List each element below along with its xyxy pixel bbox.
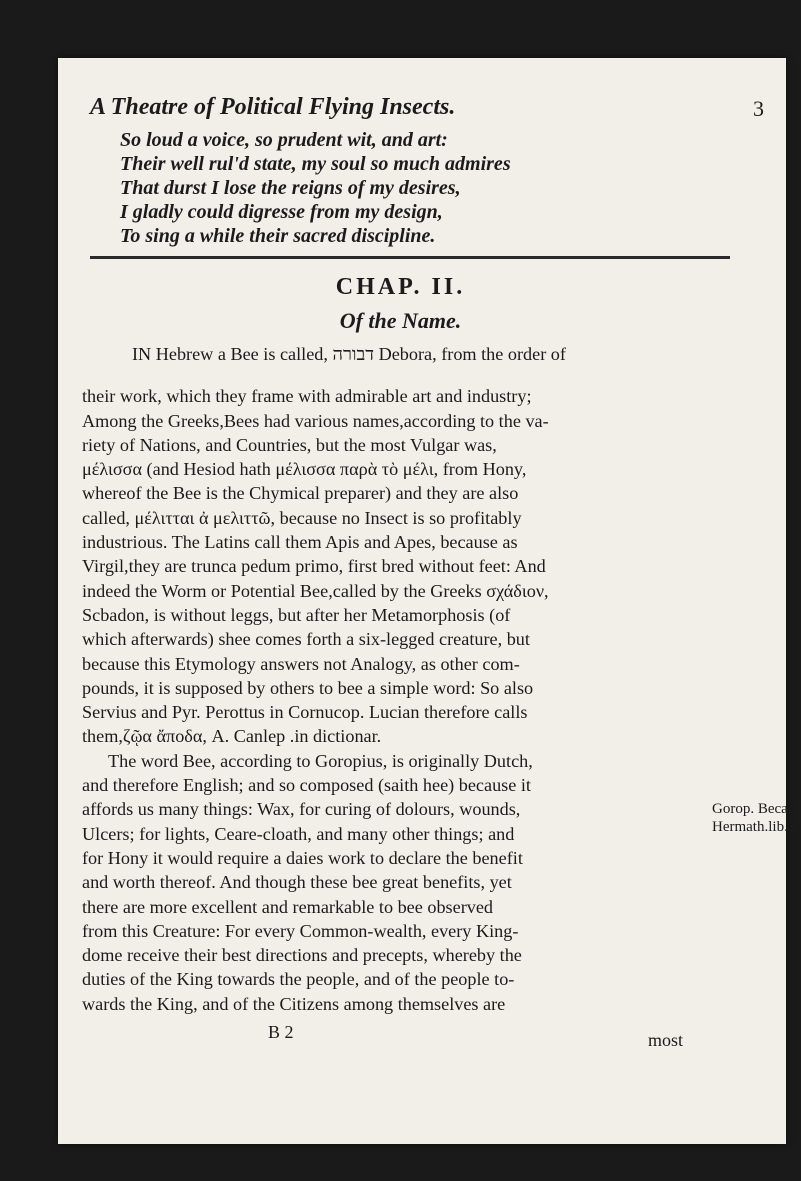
body-line: duties of the King towards the people, and of the people to- [82, 969, 515, 990]
body-line: industrious. The Latins call them Apis and Apes, because as [82, 532, 518, 553]
body-line: indeed the Worm or Potential Bee,called by the Greeks σχάδιον, [82, 580, 549, 601]
body-line: them,ζῷα ἄποδα, A. Canlep .in dictionar. [82, 726, 382, 747]
body-line: called, μέλιτται ἀ μελιττῶ, because no Insect is so profitably [82, 507, 522, 528]
body-line: dome receive their best directions and precepts, whereby the [82, 945, 522, 966]
body-line: there are more excellent and remarkable to bee observed [82, 896, 494, 917]
verse-line: I gladly could digresse from my design, [120, 201, 443, 223]
body-text [82, 342, 716, 1016]
chapter-title: CHAP. II. [335, 274, 466, 300]
running-head: A Theatre of Political Flying Insects. [90, 94, 456, 120]
body-line: μέλισσα (and Hesiod hath μέλισσα παρὰ τὸ μέλι, from Hony, [82, 459, 527, 480]
body-line: for Hony it would require a daies work to declare the benefit [82, 847, 523, 868]
body-line: Scbadon, is without leggs, but after her Metamorphosis (of [82, 604, 511, 625]
body-line: and worth thereof. And though these bee great benefits, yet [82, 872, 512, 893]
body-line: from this Creature: For every Common-wealth, every King- [82, 920, 519, 941]
body-line: Servius and Pyr. Perottus in Cornucop. Lucian therefore calls [82, 702, 528, 723]
body-line: pounds, it is supposed by others to bee a simple word: So also [82, 677, 534, 698]
body-line: whereof the Bee is the Chymical preparer) and they are also [82, 483, 519, 504]
body-line: wards the King, and of the Citizens among themselves are [82, 993, 506, 1014]
catchword: most [648, 1030, 684, 1050]
body-line: riety of Nations, and Countries, but the most Vulgar was, [82, 434, 497, 455]
body-line: IN Hebrew a Bee is called, דבורה Debora, from the order of [132, 344, 566, 364]
chapter-subtitle: Of the Name. [339, 308, 462, 333]
verse-line: So loud a voice, so prudent wit, and art: [120, 129, 448, 151]
body-line: because this Etymology answers not Analogy, as other com- [82, 653, 520, 674]
verse-block [120, 128, 720, 248]
body-line: The word Bee, according to Goropius, is originally Dutch, [108, 750, 533, 771]
body-line: Ulcers; for lights, Ceare-cloath, and many other things; and [82, 823, 515, 844]
body-line: Among the Greeks,Bees had various names,according to the va- [82, 410, 549, 431]
margin-note [712, 800, 801, 836]
verse-line: Their well rul'd state, my soul so much admires [120, 153, 511, 175]
verse-line: That durst I lose the reigns of my desires, [120, 177, 461, 199]
section-rule [90, 256, 730, 259]
margin-note-line: Gorop. Becan. [712, 801, 800, 817]
signature-mark: B 2 [268, 1022, 294, 1042]
body-line: their work, which they frame with admirable art and industry; [82, 386, 532, 407]
verse-line: To sing a while their sacred discipline. [120, 225, 436, 247]
body-line: Virgil,they are trunca pedum primo, first bred without feet: And [82, 556, 546, 577]
body-line: affords us many things: Wax, for curing of dolours, wounds, [82, 799, 521, 820]
margin-note-line: Hermath.lib.5 [712, 819, 796, 835]
body-line: and therefore English; and so composed (saith hee) because it [82, 775, 531, 796]
body-line: which afterwards) shee comes forth a six-legged creature, but [82, 629, 530, 650]
page-number: 3 [753, 96, 764, 121]
